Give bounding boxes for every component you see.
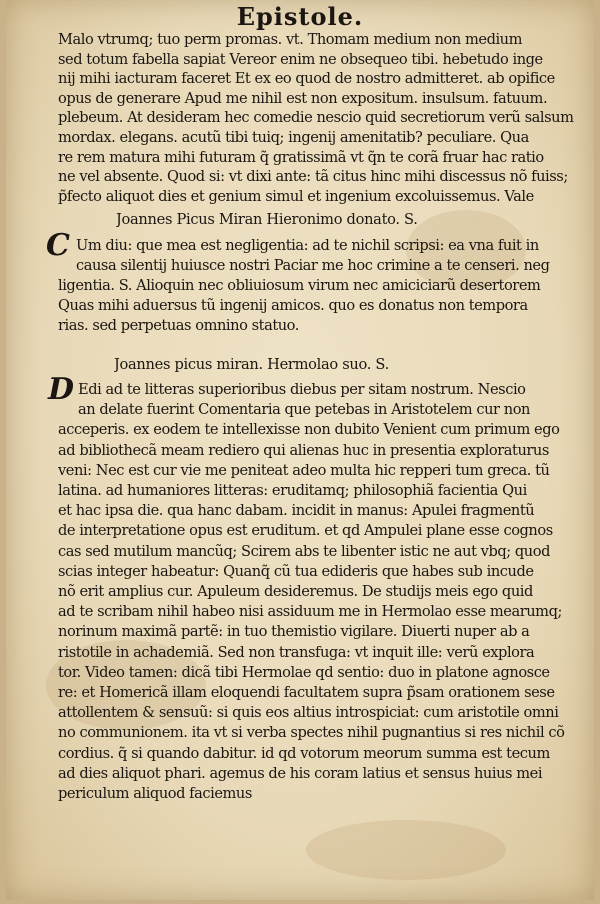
text-line: cordius. q̃ si quando dabitur. id qd votorum meorum summa est tecum: [58, 744, 550, 762]
book-page: [6, 0, 594, 900]
running-head: Epistole.: [236, 2, 364, 31]
letter-3-heading: Joannes picus miran. Hermolao suo. S.: [114, 356, 389, 373]
text-line: ad dies aliquot phari. agemus de his coram latius et sensus huius mei: [58, 764, 543, 782]
text-line: opus de generare Apud me nihil est non expositum. insulsum. fatuum.: [58, 89, 548, 107]
text-line: de interpretatione opus est eruditum. et qd Ampulei plane esse cognos: [58, 522, 553, 540]
text-line: causa silentij huiusce nostri Paciar me hoc crimine a te censeri. neg: [76, 257, 550, 274]
text-line: an delate fuerint Comentaria que petebas in Aristotelem cur non: [78, 401, 530, 419]
text-line: et hac ipsa die. qua hanc dabam. incidit in manus: Apulei fragmentũ: [58, 502, 535, 520]
text-line: sed totum fabella sapiat Vereor enim ne obsequeo tibi. hebetudo inge: [58, 50, 543, 68]
text-line: veni: Nec est cur vie me peniteat adeo multa hic repperi tum greca. tũ: [58, 461, 550, 479]
text-line: acceperis. ex eodem te intellexisse non dubito Venient cum primum ego: [58, 421, 560, 439]
text-line: attollentem & sensuũ: si quis eos altius introspiciat: cum aristotile omni: [58, 704, 559, 722]
text-line: rias. sed perpetuas omnino statuo.: [58, 317, 299, 334]
text-line: Quas mihi aduersus tũ ingenij amicos. quo es donatus non tempora: [58, 297, 528, 314]
text-line: p̃fecto aliquot dies et genium simul et ingenium excoluissemus. Vale: [58, 187, 534, 205]
text-line: Malo vtrumq; tuo perm promas. vt. Thomam medium non medium: [58, 31, 523, 48]
text-line: nõ erit amplius cur. Apuleum desideremus. De studijs meis ego quid: [58, 583, 533, 600]
text-line: nij mihi iacturam faceret Et ex eo quod de nostro admitteret. ab opifice: [58, 70, 555, 88]
text-line: norinum maximã partẽ: in tuo themistio vigilare. Diuerti nuper ab a: [58, 623, 530, 641]
text-line: re rem matura mihi futuram q̃ gratissimã vt q̃n te corã fruar hac ratio: [58, 148, 544, 166]
text-line: plebeum. At desideram hec comedie nescio quid secretiorum verũ salsum: [58, 109, 574, 127]
text-line: no communionem. ita vt si verba spectes nihil pugnantius si res nichil cõ: [58, 724, 565, 742]
initial-letter-c: C: [46, 228, 70, 263]
text-line: ristotile in achademiã. Sed non transfuga: vt inquit ille: verũ explora: [58, 643, 535, 661]
text-line: ligentia. S. Alioquin nec obliuiosum virum nec amiciciarũ desertorem: [58, 277, 541, 294]
letter-2-heading: Joannes Picus Miran Hieronimo donato. S.: [116, 211, 418, 228]
text-line: tor. Video tamen: dicã tibi Hermolae qd sentio: duo in platone agnosce: [58, 663, 550, 681]
text-line: Edi ad te litteras superioribus diebus per sitam nostrum. Nescio: [78, 381, 526, 398]
text-line: cas sed mutilum mancũq; Scirem abs te libenter istic ne aut vbq; quod: [58, 542, 550, 560]
text-line: Um diu: que mea est negligentia: ad te nichil scripsi: ea vna fuit in: [76, 237, 539, 254]
text-line: ad te scribam nihil habeo nisi assiduum me in Hermolao esse mearumq;: [58, 603, 562, 621]
text-line: latina. ad humaniores litteras: eruditamq; philosophiã facientia Qui: [58, 482, 527, 499]
text-line: ne vel absente. Quod si: vt dixi ante: tã citus hinc mihi discessus nõ fuiss;: [58, 168, 568, 186]
text-line: scias integer habeatur: Quanq̃ cũ tua edideris que habes sub incude: [58, 562, 534, 580]
text-line: ad bibliothecã meam rediero qui alienas huc in presentia exploraturus: [58, 441, 549, 459]
initial-letter-d: D: [48, 372, 75, 407]
text-line: mordax. elegans. acutũ tibi tuiq; ingenij amenitatib? peculiare. Qua: [58, 129, 529, 146]
text-line: periculum aliquod faciemus: [58, 785, 252, 802]
text-line: re: et Homericã illam eloquendi facultatem supra p̃sam orationem sese: [58, 684, 555, 701]
paper-stain: [306, 820, 506, 880]
